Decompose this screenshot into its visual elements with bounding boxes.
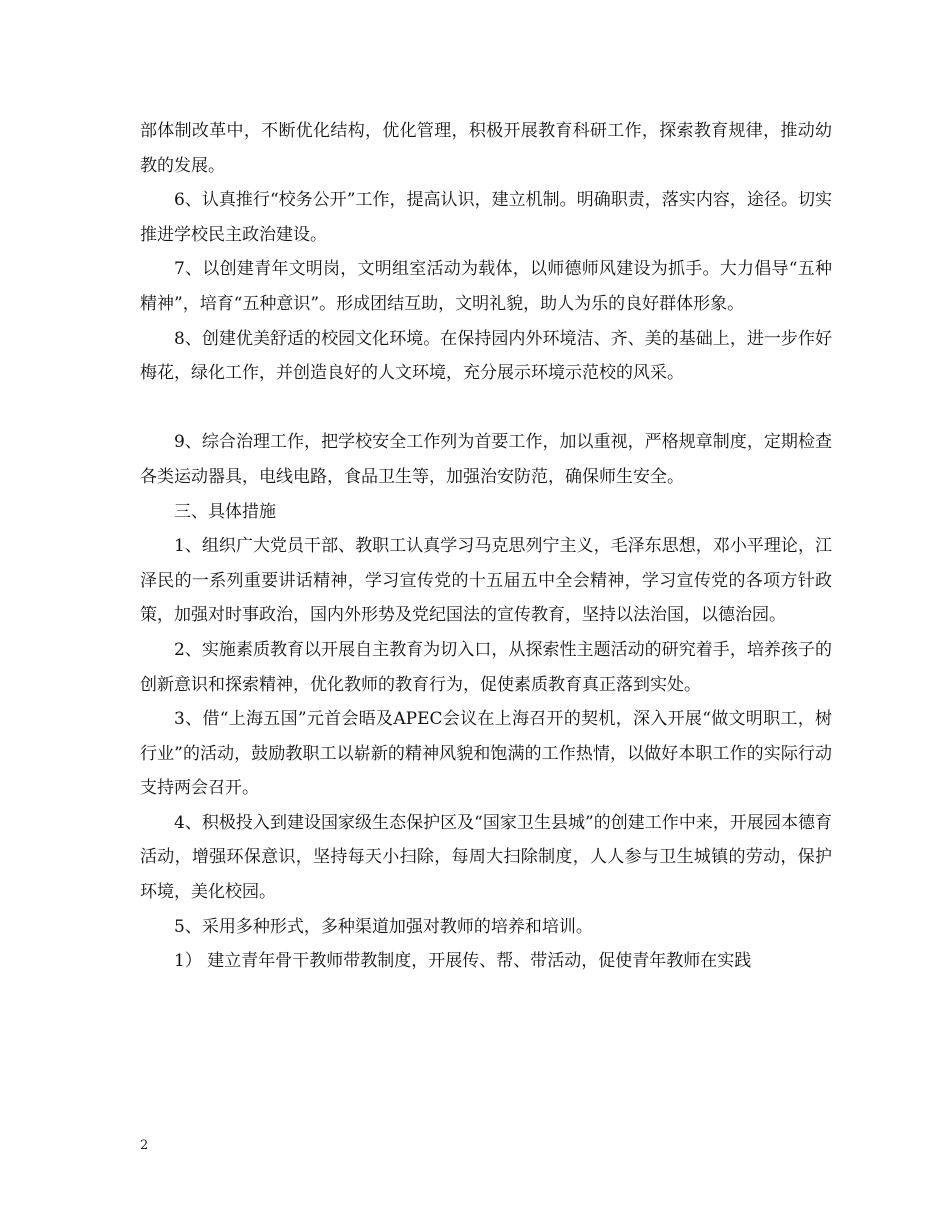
body-text [140,114,832,979]
paragraph-9: 4、积极投入到建设国家级生态保护区及“国家卫生县城”的创建工作中来，开展园本德育活动，增强环保意识，坚持每天小扫除，每周大扫除制度，人人参与卫生城镇的劳动，保护环境，美化校园。 [140,812,832,903]
blank-line [140,391,832,426]
paragraph-5: 9、综合治理工作，把学校安全工作列为首要工作，加以重视，严格规章制度，定期检查各类运动器具，电线电路，食品卫生等，加强治安防范，确保师生安全。 [140,432,832,487]
section-heading: 三、具体措施 [174,501,276,522]
paragraph-2: 6、认真推行“校务公开”工作，提高认识，建立机制。明确职责，落实内容，途径。切实推进学校民主政治建设。 [140,190,832,245]
paragraph-3: 7、以创建青年文明岗，文明组室活动为载体，以师德师风建设为抓手。大力倡导“五种精神”，培育“五种意识”。形成团结互助，文明礼貌，助人为乐的良好群体形象。 [140,259,832,314]
paragraph-10: 5、采用多种形式，多种渠道加强对教师的培养和培训。 [174,916,593,937]
paragraph-1: 部体制改革中，不断优化结构，优化管理，积极开展教育科研工作，探索教育规律，推动幼教的发展。 [140,121,832,176]
paragraph-4: 8、创建优美舒适的校园文化环境。在保持园内外环境洁、齐、美的基础上，进一步作好梅花，绿化工作，并创造良好的人文环境，充分展示环境示范校的风采。 [140,328,832,384]
paragraph-6: 1、组织广大党员干部、教职工认真学习马克思列宁主义，毛泽东思想，邓小平理论，江泽民的一系列重要讲话精神，学习宣传党的十五届五中全会精神，学习宣传党的各项方针政策，加强对时事政治，国内外形势及党纪国法的宣传教育，坚持以法治国，以德治园。 [140,536,832,626]
paragraph-11: 1） 建立青年骨干教师带教制度，开展传、帮、带活动，促使青年教师在实践 [174,951,752,972]
page-number: 2 [140,1138,149,1153]
paragraph-8: 3、借“上海五国”元首会晤及APEC会议在上海召开的契机，深入开展“做文明职工，树行业”的活动，鼓励教职工以崭新的精神风貌和饱满的工作热情，以做好本职工作的实际行动支持两会召开。 [140,709,832,799]
paragraph-7: 2、实施素质教育以开展自主教育为切入口，从探索性主题活动的研究着手，培养孩子的创新意识和探索精神，优化教师的教育行为，促使素质教育真正落到实处。 [140,639,832,695]
